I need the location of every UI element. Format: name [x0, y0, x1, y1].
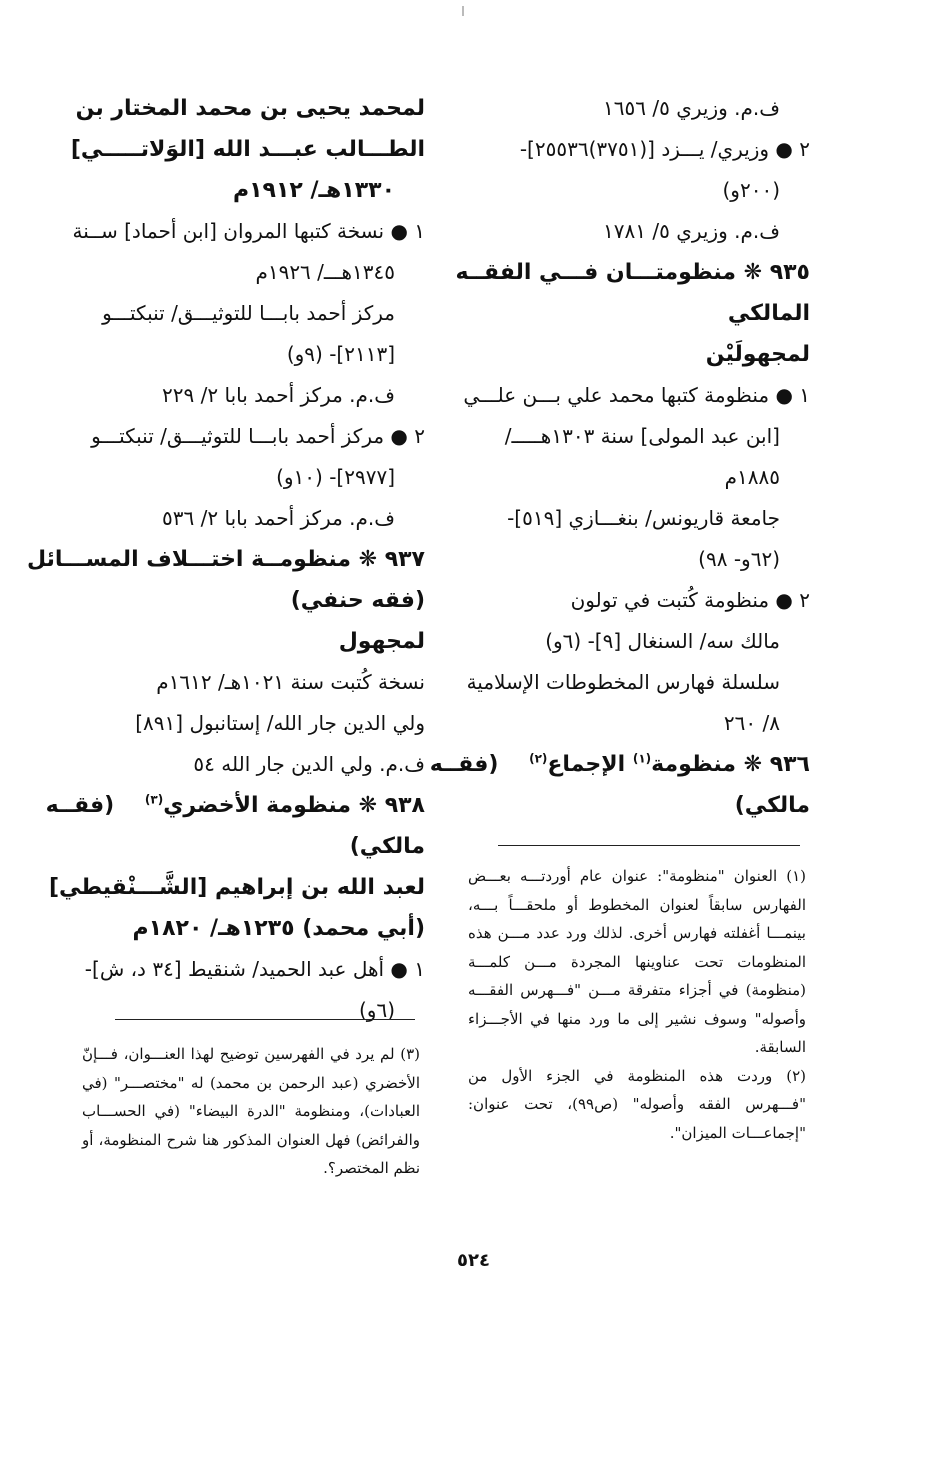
entry-author: الطـــالب عبـــد الله [الوَلاتـــــي] [70, 137, 425, 162]
text-line: ٢ ● وزيري/ يـــزد [(٣٧٥١)٢٥٥٣٦]- [519, 137, 810, 161]
footnote-separator [115, 1019, 415, 1020]
entry-heading-935-cont: المالكي [727, 301, 810, 326]
text-line: (٢٠٠و) [722, 178, 780, 202]
footnotes-left [82, 1040, 420, 1183]
footnote-ref-1: (١) [632, 751, 652, 766]
text-line: سلسلة فهارس المخطوطات الإسلامية [466, 670, 780, 694]
scan-mark [462, 6, 464, 16]
text-line: [٢٩٧٧]- (١٠و) [276, 465, 395, 489]
entry-author: لمحمد يحيى بن محمد المختار بن [75, 96, 425, 121]
text-line: ١ ● نسخة كتبها المروان [ابن أحماد] ســنة [72, 219, 425, 243]
entry-author: لمجهول [338, 629, 425, 654]
text-line: ١٣٤٥هـــ/ ١٩٢٦م [255, 260, 395, 284]
heading-text: الإجماع [547, 752, 633, 777]
footnote-2: (٢) وردت هذه المنظومة في الجزء الأول من "فـــهرس الفقه وأصوله" (ص٩٩)، تحت عنوان: "إجماعـــات الميزان". [468, 1066, 806, 1142]
footnote-separator [498, 845, 800, 846]
entry-heading-936-cont: مالكي) [734, 793, 810, 818]
text-line: ف.م. مركز أحمد بابا ٢/ ٥٣٦ [162, 506, 395, 530]
entry-author-date: (أبي محمد) ١٢٣٥هـ/ ١٨٢٠م [132, 916, 425, 941]
entry-author: لمجهولَيْن [705, 342, 810, 367]
text-line: مركز أحمد بابـــا للتوثيـــق/ تنبكتـــو [102, 301, 395, 325]
text-line: ف.م. ولي الدين جار الله ٥٤ [193, 752, 425, 776]
text-line: ١ ● منظومة كتبها محمد علي بـــن علـــي [463, 383, 810, 407]
entry-heading-938 [45, 785, 425, 826]
entry-author-date: ١٣٣٠هـ/ ١٩١٢م [232, 178, 395, 203]
entry-heading-936 [429, 744, 810, 785]
heading-text: ٩٣٦ ❋ منظومة [651, 752, 810, 777]
entry-heading-935: ٩٣٥ ❋ منظومتـــان فـــي الفقــه [455, 260, 810, 285]
text-line: ولي الدين جار الله/ إستانبول [٨٩١] [135, 711, 425, 735]
heading-text: ٩٣٨ ❋ منظومة الأخضري [163, 793, 425, 818]
footnotes-right [468, 862, 806, 1147]
left-column [26, 88, 425, 1031]
entry-heading-937: ٩٣٧ ❋ منظومــة اختـــلاف المســـائل [26, 547, 425, 572]
text-line: جامعة قاريونس/ بنغـــازي [٥١٩]- [507, 506, 780, 530]
text-line: ٨/ ٢٦٠ [723, 711, 780, 735]
entry-heading-937-cont: (فقه حنفي) [290, 588, 425, 613]
text-line: [٢١١٣]- (٩و) [286, 342, 395, 366]
footnote-1: (١) العنوان "منظومة": عنوان عام أوردتـــه بعـــض الفهارس سابقاً لعنوان المخطوط أو ملحقـــاً بـــه، بينمـــا أغفلته فهارس أخرى. لذلك ورد عدد مـــن هذه المنظومات تحت عناوينها المجردة مـــن كلمـــة (منظومة) في أجزاء متفرقة مـــن "فـــهرس الفقـــه وأصوله" وسوف نشير إلى ما ورد منها في الأجـــزاء السابقة. [468, 867, 806, 1056]
text-line: ٢ ● منظومة كُتبت في تولون [570, 588, 810, 612]
text-line: ١ ● أهل عبد الحميد/ شنقيط [٣٤ د، ش]- [84, 957, 425, 981]
text-line: ف.م. وزيري ٥/ ١٦٥٦ [603, 96, 780, 120]
footnote-ref-2: (٢) [529, 751, 548, 766]
text-line: ٢ ● مركز أحمد بابـــا للتوثيـــق/ تنبكتـــو [91, 424, 425, 448]
entry-heading-938-cont: مالكي) [349, 834, 425, 859]
text-line: ١٨٨٥م [724, 465, 780, 489]
heading-text: (فقــه [429, 752, 499, 777]
text-line: ف.م. مركز أحمد بابا ٢/ ٢٢٩ [162, 383, 395, 407]
page-number: ٥٢٤ [457, 1250, 490, 1271]
text-line: (٦٢و- ٩٨) [698, 547, 780, 571]
heading-text: (فقــه [45, 793, 115, 818]
text-line: نسخة كُتبت سنة ١٠٢١هـ/ ١٦١٢م [156, 670, 425, 694]
text-line: [ابن عبد المولى] سنة ١٣٠٣هـــــ/ [504, 424, 780, 448]
text-line: مالك سه/ السنغال [٩]- (٦و) [545, 629, 780, 653]
text-line: ف.م. وزيري ٥/ ١٧٨١ [603, 219, 780, 243]
right-column [429, 88, 810, 826]
footnote-ref-3: (٣) [144, 792, 164, 807]
entry-author: لعبد الله بن إبراهيم [الشَّـــنْقيطي] [48, 875, 425, 900]
text-line: (٦و) [358, 998, 395, 1022]
footnote-3: (٣) لم يرد في الفهرسين توضيح لهذا العنـــوان، فـــإنّ الأخضري (عبد الرحمن بن محمد) له "مختصـــر" (في العبادات)، ومنظومة "الدرة البيضاء" (في الحســـاب والفرائض) فهل العنوان المذكور هنا شرح المنظومة، أو نظم المختصر؟. [82, 1045, 420, 1177]
